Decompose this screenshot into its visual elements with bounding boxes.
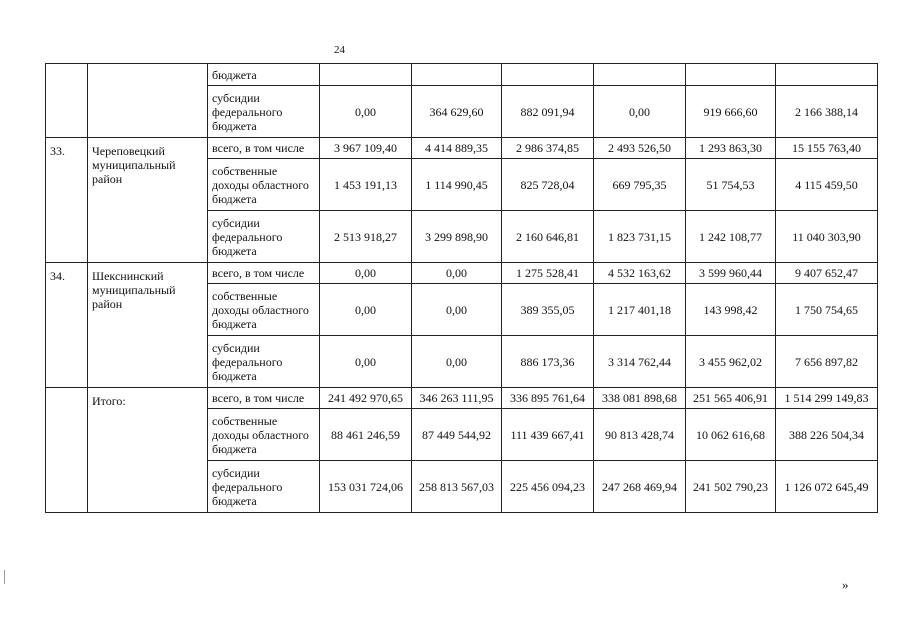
amount-cell: 241 502 790,23	[686, 461, 776, 513]
amount-cell	[412, 64, 502, 86]
table-row	[46, 263, 878, 284]
amount-cell: 388 226 504,34	[776, 409, 878, 461]
amount-cell: 389 355,05	[502, 284, 594, 336]
district-name-cell: Шекснинский муниципальный район	[88, 263, 208, 388]
amount-cell: 2 160 646,81	[502, 211, 594, 263]
district-name-cell: Итого:	[88, 388, 208, 513]
funding-type-cell: бюджета	[208, 64, 320, 86]
amount-cell: 1 293 863,30	[686, 138, 776, 159]
amount-cell: 0,00	[320, 263, 412, 284]
amount-cell: 88 461 246,59	[320, 409, 412, 461]
amount-cell: 90 813 428,74	[594, 409, 686, 461]
table-row	[46, 388, 878, 409]
amount-cell: 1 275 528,41	[502, 263, 594, 284]
amount-cell: 3 599 960,44	[686, 263, 776, 284]
amount-cell: 15 155 763,40	[776, 138, 878, 159]
amount-cell: 2 166 388,14	[776, 86, 878, 138]
amount-cell	[776, 64, 878, 86]
amount-cell: 1 514 299 149,83	[776, 388, 878, 409]
amount-cell: 0,00	[594, 86, 686, 138]
amount-cell: 2 986 374,85	[502, 138, 594, 159]
table-row	[46, 64, 878, 86]
page-number: 24	[334, 44, 345, 56]
amount-cell: 4 414 889,35	[412, 138, 502, 159]
funding-type-cell: всего, в том числе	[208, 388, 320, 409]
amount-cell: 4 532 163,62	[594, 263, 686, 284]
amount-cell: 3 314 762,44	[594, 336, 686, 388]
amount-cell: 225 456 094,23	[502, 461, 594, 513]
funding-type-cell: собственные доходы областного бюджета	[208, 159, 320, 211]
amount-cell: 0,00	[412, 263, 502, 284]
amount-cell: 111 439 667,41	[502, 409, 594, 461]
amount-cell: 0,00	[412, 336, 502, 388]
funding-type-cell: собственные доходы областного бюджета	[208, 409, 320, 461]
amount-cell: 2 493 526,50	[594, 138, 686, 159]
amount-cell: 153 031 724,06	[320, 461, 412, 513]
row-index-cell	[46, 388, 88, 513]
funding-type-cell: субсидии федерального бюджета	[208, 336, 320, 388]
funding-type-cell: всего, в том числе	[208, 138, 320, 159]
amount-cell: 9 407 652,47	[776, 263, 878, 284]
amount-cell: 258 813 567,03	[412, 461, 502, 513]
amount-cell: 51 754,53	[686, 159, 776, 211]
budget-table	[45, 63, 878, 513]
amount-cell: 1 126 072 645,49	[776, 461, 878, 513]
amount-cell: 1 217 401,18	[594, 284, 686, 336]
amount-cell: 364 629,60	[412, 86, 502, 138]
district-name-cell	[88, 64, 208, 138]
closing-quote-mark: »	[842, 577, 849, 592]
amount-cell: 2 513 918,27	[320, 211, 412, 263]
amount-cell: 3 967 109,40	[320, 138, 412, 159]
amount-cell: 87 449 544,92	[412, 409, 502, 461]
amount-cell: 886 173,36	[502, 336, 594, 388]
funding-type-cell: субсидии федерального бюджета	[208, 461, 320, 513]
funding-type-cell: субсидии федерального бюджета	[208, 211, 320, 263]
amount-cell: 4 115 459,50	[776, 159, 878, 211]
amount-cell: 1 750 754,65	[776, 284, 878, 336]
amount-cell: 143 998,42	[686, 284, 776, 336]
table-row	[46, 138, 878, 159]
row-index-cell	[46, 64, 88, 138]
row-index-cell: 33.	[46, 138, 88, 263]
table-body	[46, 64, 878, 513]
amount-cell: 3 299 898,90	[412, 211, 502, 263]
amount-cell: 336 895 761,64	[502, 388, 594, 409]
amount-cell	[502, 64, 594, 86]
amount-cell: 882 091,94	[502, 86, 594, 138]
funding-type-cell: собственные доходы областного бюджета	[208, 284, 320, 336]
amount-cell	[594, 64, 686, 86]
scan-artifact	[4, 570, 5, 584]
amount-cell	[320, 64, 412, 86]
amount-cell	[686, 64, 776, 86]
amount-cell: 3 455 962,02	[686, 336, 776, 388]
amount-cell: 251 565 406,91	[686, 388, 776, 409]
amount-cell: 7 656 897,82	[776, 336, 878, 388]
amount-cell: 1 114 990,45	[412, 159, 502, 211]
amount-cell: 1 823 731,15	[594, 211, 686, 263]
amount-cell: 338 081 898,68	[594, 388, 686, 409]
amount-cell: 1 242 108,77	[686, 211, 776, 263]
row-index-cell: 34.	[46, 263, 88, 388]
funding-type-cell: субсидии федерального бюджета	[208, 86, 320, 138]
amount-cell: 0,00	[320, 284, 412, 336]
amount-cell: 247 268 469,94	[594, 461, 686, 513]
amount-cell: 0,00	[320, 86, 412, 138]
amount-cell: 0,00	[412, 284, 502, 336]
amount-cell: 10 062 616,68	[686, 409, 776, 461]
amount-cell: 346 263 111,95	[412, 388, 502, 409]
amount-cell: 0,00	[320, 336, 412, 388]
amount-cell: 825 728,04	[502, 159, 594, 211]
amount-cell: 241 492 970,65	[320, 388, 412, 409]
amount-cell: 11 040 303,90	[776, 211, 878, 263]
amount-cell: 669 795,35	[594, 159, 686, 211]
district-name-cell: Череповецкий муниципальный район	[88, 138, 208, 263]
amount-cell: 1 453 191,13	[320, 159, 412, 211]
amount-cell: 919 666,60	[686, 86, 776, 138]
funding-type-cell: всего, в том числе	[208, 263, 320, 284]
